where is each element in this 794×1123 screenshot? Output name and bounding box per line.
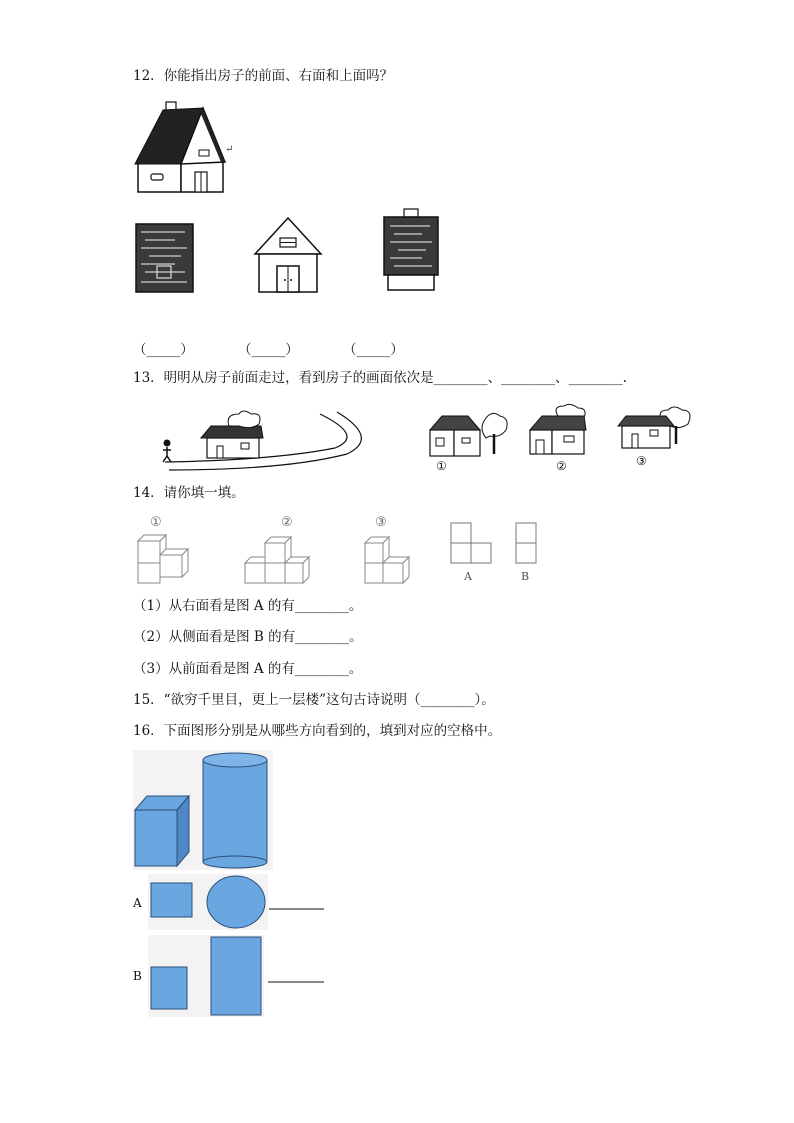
q14-item-1: （1）从右面看是图 A 的有________。 <box>133 598 363 614</box>
q12-text: 12．你能指出房子的前面、右面和上面吗？ <box>133 68 394 84</box>
q14-shape-label-2: ② <box>281 515 293 530</box>
q14-shape-label-1: ① <box>150 515 162 530</box>
walking-path-scene <box>155 410 355 472</box>
q12-answer-1[interactable]: （_____） <box>133 342 194 358</box>
q14-item-3: （3）从前面看是图 A 的有________。 <box>133 661 363 677</box>
q16-text: 16．下面图形分别是从哪些方向看到的，填到对应的空格中。 <box>133 723 502 739</box>
q14-item-2: （2）从侧面看是图 B 的有________。 <box>133 629 363 645</box>
q14-title: 14．请你填一填。 <box>133 485 245 501</box>
q14-shape-label-3: ③ <box>375 515 387 530</box>
house-option-3 <box>618 404 694 454</box>
view-label-a: A <box>464 570 472 583</box>
q13-label-2: ② <box>556 459 567 473</box>
house-view-front <box>253 216 323 294</box>
house-option-1 <box>428 408 510 460</box>
cube-stack-1 <box>136 533 192 585</box>
house-view-top-roof <box>135 222 195 294</box>
view-figure-b <box>515 522 537 566</box>
q16-row-label-a: A <box>133 896 142 910</box>
q13-text: 13．明明从房子前面走过，看到房子的画面依次是________、________、________. <box>133 370 627 386</box>
q16-row-label-b: B <box>133 969 142 983</box>
q15-text: 15．“欲穷千里目，更上一层楼”这句古诗说明（________）。 <box>133 692 495 708</box>
view-label-b: B <box>521 570 530 583</box>
q13-label-3: ③ <box>636 454 647 468</box>
view-figure-a <box>450 522 492 566</box>
views-row-b <box>148 935 328 1017</box>
cursor-mark: ↵ <box>225 144 234 155</box>
cube-stack-3 <box>363 535 411 585</box>
q12-answer-2[interactable]: （_____） <box>238 342 299 358</box>
q12-answer-3[interactable]: （_____） <box>343 342 404 358</box>
cube-stack-2 <box>243 535 311 585</box>
q13-label-1: ① <box>436 459 447 473</box>
house-view-right <box>382 208 440 292</box>
views-row-a <box>148 874 328 930</box>
house-perspective-image <box>133 100 233 195</box>
house-option-2 <box>528 404 610 460</box>
solids-figure <box>133 750 273 870</box>
